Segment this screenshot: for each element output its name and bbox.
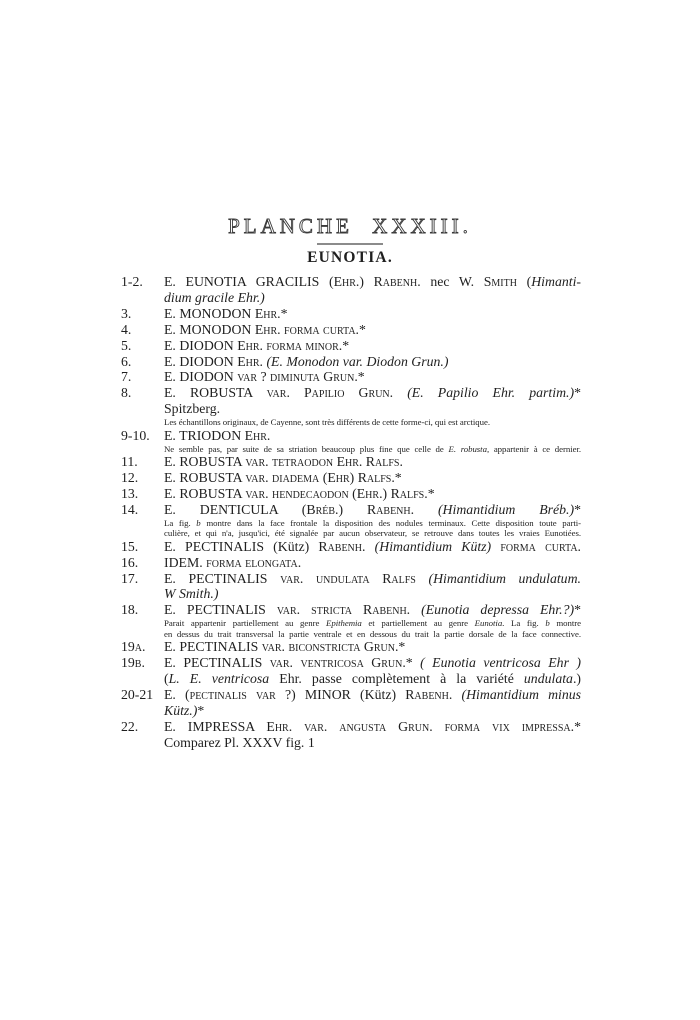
entry-text-line — [164, 655, 581, 671]
text-segment: ( — [319, 469, 328, 485]
text-segment: * — [197, 702, 205, 718]
text-segment: forma curta. — [500, 538, 582, 554]
list-item — [121, 639, 581, 655]
figure-number: 14. — [121, 501, 139, 517]
figure-number: 1-2. — [121, 274, 143, 289]
text-segment: var. Papilio Grun. — [266, 385, 394, 401]
text-segment: Ehr. passe complètement à la variété — [269, 671, 524, 687]
figure-number: 9-10. — [121, 427, 150, 443]
figure-number: 18. — [121, 602, 139, 618]
text-segment: Ralfs. — [390, 485, 428, 501]
text-segment: * — [398, 639, 406, 655]
text-segment: ) — [349, 469, 358, 485]
text-segment: * — [427, 485, 435, 501]
entry-body — [164, 385, 581, 427]
text-segment: , appartenir à ce dernier. — [486, 443, 581, 454]
text-segment: Les échantillons originaux, de Cayenne, sont très différents de cette forme-ci, qui est arctique. — [164, 417, 490, 428]
list-item — [121, 486, 581, 502]
text-segment: E. DIODON — [164, 369, 238, 385]
text-segment: (Himantidium Kütz) — [374, 538, 492, 554]
entry-body — [164, 719, 581, 751]
text-segment: (E. Monodon var. Diodon Grun.) — [266, 353, 449, 369]
text-segment: Smith — [483, 274, 517, 289]
plate-title: PLANCHE XXXIII. — [228, 214, 472, 238]
text-segment: (Himantidium minus — [461, 686, 582, 702]
list-item — [121, 338, 581, 354]
text-segment: Ehr. forma curta. — [254, 321, 360, 337]
figure-number: 6. — [121, 353, 132, 369]
entry-note-line — [164, 629, 581, 640]
text-segment — [393, 385, 407, 400]
entry-note-line — [164, 518, 581, 529]
text-segment: E. ROBUSTA — [164, 469, 246, 485]
list-item — [121, 502, 581, 539]
figure-number: 3. — [121, 305, 132, 321]
text-segment: E. PECTINALIS — [164, 655, 270, 671]
figure-number: 7. — [121, 369, 132, 385]
text-segment: * — [357, 369, 365, 385]
figure-number: 20-21 — [121, 686, 154, 702]
text-segment: E. ROBUSTA — [164, 454, 246, 470]
figure-number: 13. — [121, 485, 139, 501]
entry-text-line — [164, 385, 581, 401]
text-segment: * — [394, 469, 402, 485]
text-segment: * — [574, 718, 581, 734]
text-segment: * — [342, 337, 350, 353]
entry-body — [164, 306, 581, 322]
text-segment: Rabenh. — [373, 274, 421, 289]
text-segment: Comparez Pl. XXXV fig. 1 — [164, 734, 315, 750]
figure-number: 8. — [121, 385, 132, 401]
text-segment: culière, et qui n'a, jusqu'ici, été signalée par aucun observateur, se retrouve dans toutes les vraies Eunotiées. — [164, 528, 581, 539]
text-segment: Rabenh. — [405, 686, 453, 702]
list-item — [121, 719, 581, 751]
entry-body — [164, 602, 581, 639]
text-segment: en dessus du trait transversal la partie ventrale et en dessous du trait la partie dorsale de la face connective. — [164, 628, 581, 639]
list-item — [121, 539, 581, 555]
text-segment: * — [574, 501, 582, 517]
text-segment: ) — [382, 485, 391, 501]
text-segment: E. robusta — [448, 443, 487, 454]
entry-text-line — [164, 719, 581, 735]
text-segment: pectinalis var — [189, 686, 276, 702]
text-segment: var. diadema — [245, 469, 320, 485]
text-segment: var. ventricosa Grun. — [269, 655, 406, 671]
entry-body — [164, 354, 581, 370]
entry-body — [164, 470, 581, 486]
text-segment: Rabenh. — [366, 501, 415, 517]
entry-text-line — [164, 290, 581, 306]
text-segment: Ehr. — [254, 305, 281, 321]
text-segment: var. tetraodon Ehr. Ralfs. — [245, 454, 403, 470]
text-segment: * — [574, 385, 581, 401]
text-segment: Ehr. var. angusta Grun. forma vix impressa. — [266, 718, 575, 734]
entry-note-line — [164, 618, 581, 629]
list-item — [121, 354, 581, 370]
text-segment: Ehr. — [333, 274, 360, 289]
text-segment: Epithemia — [326, 618, 362, 629]
text-segment: var. stricta Rabenh. — [276, 602, 411, 618]
list-item — [121, 687, 581, 719]
figure-number: 4. — [121, 321, 132, 337]
list-item — [121, 602, 581, 639]
entry-text-line — [164, 555, 581, 571]
text-segment: Ralfs. — [357, 469, 395, 485]
text-segment: E. PECTINALIS (Kütz) — [164, 538, 319, 554]
list-item — [121, 385, 581, 427]
list-item — [121, 428, 581, 454]
text-segment: E. MONODON — [164, 321, 255, 337]
section-title: EUNOTIA. — [307, 249, 393, 266]
figure-number: 15. — [121, 538, 139, 554]
list-item — [121, 555, 581, 571]
text-segment: ?) MINOR (Kütz) — [275, 686, 406, 702]
entry-text-line — [164, 735, 581, 751]
text-segment: Ehr. forma minor. — [237, 337, 343, 353]
text-segment: E. ROBUSTA — [164, 385, 267, 401]
entry-text-line — [164, 703, 581, 719]
text-segment — [410, 602, 421, 617]
entry-text-line — [164, 671, 581, 687]
text-segment: La fig. — [164, 517, 197, 528]
text-segment: Ehr. — [244, 427, 271, 443]
text-segment: Himanti- — [531, 274, 582, 289]
text-segment: et partiellement au genre — [361, 618, 475, 629]
entry-body — [164, 454, 581, 470]
text-segment: Ne semble pas, par suite de sa striation beaucoup plus fine que celle de — [164, 443, 449, 454]
entry-text-line — [164, 322, 581, 338]
text-segment: b — [545, 618, 550, 629]
figure-number: 16. — [121, 554, 139, 570]
list-item — [121, 454, 581, 470]
entry-text-line — [164, 306, 581, 322]
text-segment: dium gracile Ehr.) — [164, 289, 265, 305]
text-segment: Ehr — [327, 469, 350, 485]
entry-note-line — [164, 528, 581, 539]
entry-text-line — [164, 338, 581, 354]
entry-body — [164, 338, 581, 354]
text-segment — [414, 502, 438, 517]
text-segment: * — [405, 655, 421, 671]
text-segment — [452, 687, 461, 702]
text-segment: Eunotia — [474, 618, 503, 629]
entry-body — [164, 369, 581, 385]
figure-number: 17. — [121, 570, 139, 586]
list-item — [121, 306, 581, 322]
entry-text-line — [164, 639, 581, 655]
figure-number: 19b. — [121, 655, 145, 671]
text-segment: (Himantidium Bréb.) — [437, 501, 575, 517]
list-item — [121, 470, 581, 486]
text-segment — [365, 539, 374, 554]
text-segment: * — [280, 305, 288, 321]
text-segment: ( — [516, 274, 532, 289]
text-segment: IDEM. — [164, 554, 207, 570]
text-segment: var. undulata Ralfs — [280, 570, 416, 586]
entry-body — [164, 486, 581, 502]
entry-text-line — [164, 486, 581, 502]
entry-body — [164, 502, 581, 539]
text-segment: ) — [359, 274, 374, 289]
text-segment: (E. Papilio Ehr. partim.) — [407, 385, 575, 401]
text-segment — [491, 539, 500, 554]
text-segment: undulata — [523, 671, 573, 687]
entry-text-line — [164, 428, 581, 444]
text-segment: var. biconstricta Grun. — [261, 639, 399, 655]
entry-text-line — [164, 687, 581, 703]
text-segment: E. TRIODON — [164, 427, 245, 443]
text-segment: .) — [572, 671, 581, 687]
text-segment: E. PECTINALIS — [164, 639, 262, 655]
text-segment: E. MONODON — [164, 305, 255, 321]
text-segment: montre dans la face frontale la disposition des nodules terminaux. Cette disposition toute parti- — [200, 517, 581, 528]
list-item — [121, 322, 581, 338]
text-segment: Ehr. — [237, 353, 263, 369]
entry-note-line — [164, 417, 581, 428]
text-segment: E. ROBUSTA — [164, 485, 246, 501]
entry-text-line — [164, 274, 581, 290]
text-segment: ( Eunotia ventricosa Ehr ) — [420, 655, 581, 671]
entry-body — [164, 539, 581, 555]
text-segment: Parait appartenir partiellement au genre — [164, 618, 327, 629]
text-segment: E. DENTICULA ( — [164, 501, 307, 517]
entry-body — [164, 274, 581, 306]
entry-body — [164, 687, 581, 719]
text-segment: ) — [338, 501, 367, 517]
text-segment: Spitzberg. — [164, 401, 221, 417]
text-segment: ( — [348, 485, 357, 501]
entry-text-line — [164, 586, 581, 602]
text-segment: Rabenh. — [318, 538, 366, 554]
figure-number: 11. — [121, 454, 138, 470]
text-segment: L. E. ventricosa — [168, 671, 270, 687]
entry-text-line — [164, 539, 581, 555]
figure-number: 5. — [121, 337, 132, 353]
figure-number: 12. — [121, 469, 139, 485]
list-item — [121, 369, 581, 385]
text-segment: Kütz.) — [164, 702, 198, 718]
title-rule — [317, 243, 383, 245]
text-segment: E. DIODON — [164, 353, 238, 369]
entry-text-line — [164, 571, 581, 587]
text-segment: . La fig. — [502, 618, 546, 629]
list-item — [121, 655, 581, 687]
text-segment: ( — [164, 671, 169, 687]
text-segment — [416, 571, 429, 586]
entry-body — [164, 639, 581, 655]
entry-note-line — [164, 444, 581, 455]
text-segment: Bréb. — [306, 501, 339, 517]
text-segment: E. IMPRESSA — [164, 718, 267, 734]
text-segment: W Smith.) — [164, 586, 219, 602]
entry-text-line — [164, 369, 581, 385]
text-segment: var. hendecaodon — [245, 485, 349, 501]
text-segment: b — [196, 517, 201, 528]
text-segment: (Eunotia depressa Ehr.?) — [421, 602, 575, 618]
text-segment: * — [359, 321, 366, 337]
entry-text-line — [164, 602, 581, 618]
figure-number: 19a. — [121, 639, 146, 655]
figure-number: 22. — [121, 718, 139, 734]
entry-body — [164, 571, 581, 603]
text-segment: E. EUNOTIA GRACILIS ( — [164, 274, 334, 289]
species-list — [121, 274, 581, 751]
text-segment: E. DIODON — [164, 337, 238, 353]
entry-text-line — [164, 454, 581, 470]
text-segment: nec W. — [420, 274, 484, 289]
list-item — [121, 274, 581, 306]
text-segment: forma elongata. — [206, 554, 302, 570]
entry-text-line — [164, 470, 581, 486]
text-segment: Ehr. — [356, 485, 383, 501]
entry-text-line — [164, 502, 581, 518]
entry-text-line — [164, 401, 581, 417]
text-segment: E. PECTINALIS — [164, 602, 277, 618]
entry-body — [164, 655, 581, 687]
text-segment: (Himantidium undulatum. — [428, 570, 581, 586]
text-segment: var ? diminuta Grun. — [237, 369, 358, 385]
entry-body — [164, 555, 581, 571]
text-segment: E. PECTINALIS — [164, 570, 281, 586]
entry-body — [164, 428, 581, 454]
list-item — [121, 571, 581, 603]
text-segment: E. ( — [164, 686, 190, 702]
entry-body — [164, 322, 581, 338]
text-segment: montre — [549, 618, 581, 629]
text-segment: * — [574, 602, 581, 618]
entry-text-line — [164, 354, 581, 370]
